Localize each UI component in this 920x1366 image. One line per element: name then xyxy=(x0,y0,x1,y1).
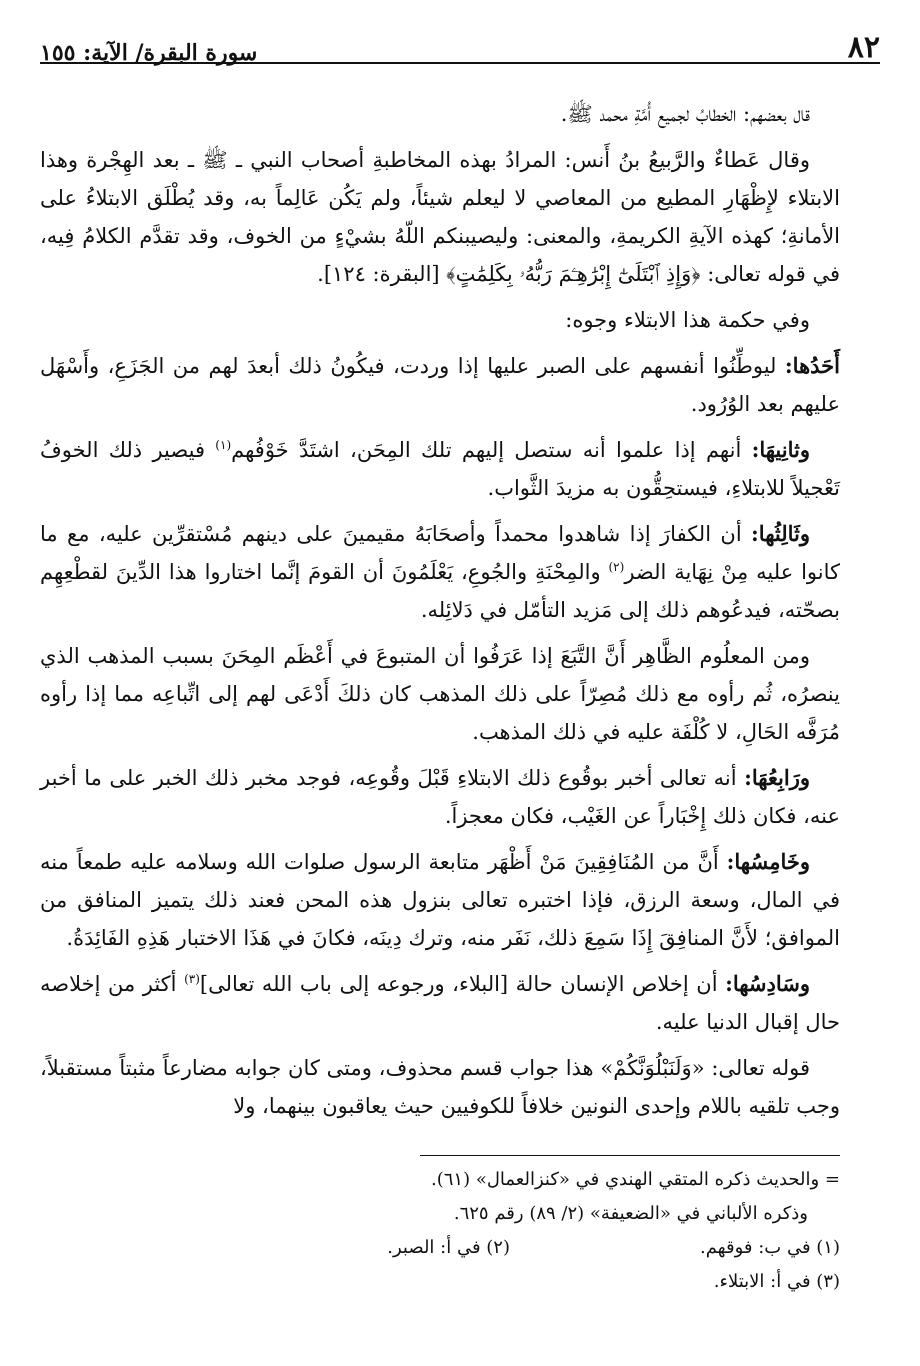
reason-text-6b: أكثر من إخلاصه حال إقبال الدنيا عليه. xyxy=(40,972,840,1034)
reason-heading-4: ورَابِعُهَا: xyxy=(744,765,810,790)
reason-heading-6: وسَادِسُها: xyxy=(725,971,811,996)
paragraph-2: وقال عَطاءٌ والرَّبيعُ بنُ أَنس: المرادُ بهذه المخاطبةِ أصحاب النبي ـ ﷺ ـ بعد الهِجْرة وهذا الابتلاء لإِظْهَارِ المطيع من المعاصي لا ليعلم شيئاً، ولم يَكُن عَالِماً به، وقد يُطْلَق الابتلاءُ على الأمانةِ؛ كهذه الآيةِ الكريمةِ، والمعنى: وليصيبنكم اللّهُ بشيْءٍ من الخوف، وقد تقدَّم الكلامُ فِيه، في قوله تعالى: ﴿وَإِذِ ٱبْتَلَىٰٓ إِبْرَٰهِـۧمَ رَبُّهُۥ بِكَلِمَٰتٍ﴾ [البقرة: ١٢٤]. xyxy=(40,148,840,286)
footnote-row xyxy=(40,1231,840,1265)
reason-text-5: أَنَّ من المُنَافِقِينَ مَنْ أَظْهَر متابعة الرسول صلوات الله وسلامه عليه طمعاً منه في المال، وسعة الرزق، فإذا اختبره تعالى بنزول هذه المحن فعند ذلك يتميز المنافق من الموافق؛ لأَنَّ المنافِقَ إِذَا سَمِعَ ذلك، نَفَر منه، وترك دِينَه، فكانَ في هَذَا الاختبار هَذِهِ الفَائِدَةُ. xyxy=(40,850,840,950)
reason-text-6a: أن إخلاص الإنسان حالة [البلاء، ورجوعه إلى باب الله تعالى] xyxy=(199,972,726,996)
reason-text-4: أنه تعالى أخبر بوقُوع ذلك الابتلاءِ قَبْلَ وقُوعِه، فوجد مخبر ذلك الخبر على ما أخبر عنه، فكان ذلك إِخْبَاراً عن الغَيْب، فكان معجزاً. xyxy=(40,766,840,828)
footnote-ref-3: (٣) xyxy=(184,972,200,986)
reason-heading-3: وثَالِثُها: xyxy=(751,521,810,546)
reason-text-2a: أنهم إذا علموا أنه ستصل إليهم تلك المِحَن، اشتَدَّ خَوْفُهم xyxy=(231,438,752,462)
footnotes xyxy=(40,1163,840,1299)
footnote-ref-2: (٢) xyxy=(608,560,625,574)
paragraph-11: قوله تعالى: «وَلَنَبْلُوَنَّكُمْ» هذا جواب قسم محذوف، ومتى كان جوابه مضارعاً مثبتاً مستقبلاً، وجب تلقيه باللام وإحدى النونين خلافاً للكوفيين حيث يعاقبون بينهما، ولا xyxy=(40,1056,840,1118)
footnote-2: (٢) في أ: الصبر. xyxy=(387,1237,510,1258)
reason-heading-1: أَحَدُها: xyxy=(784,353,840,378)
reason-text-1: ليوطِّنُوا أنفسهم على الصبر عليها إذا وردت، فيكُونُ ذلك أبعدَ لهم من الجَزَعِ، وأَسْهَل عليهم بعد الوُرُود. xyxy=(40,354,840,416)
footnote-ref-1: (١) xyxy=(215,438,232,452)
reason-text-3b: والمِحْنَةِ والجُوعِ، يَعْلَمُونَ أن القومَ إنَّما اختاروا هذا الدِّينَ لقطْعِهِم بصحّته، فيدعُوهم ذلك إلى مَزيد التأمّل في دَلائِله. xyxy=(40,560,840,622)
paragraph-sixth-reason xyxy=(40,965,840,1041)
page-number: ٨٢ xyxy=(847,30,880,65)
footnote-3: (٣) في أ: الابتلاء. xyxy=(713,1271,840,1292)
reason-heading-2: وثانِيهَا: xyxy=(751,437,810,462)
paragraph-7: ومن المعلُوم الظَّاهِر أَنَّ التَّبَعَ إذا عَرَفُوا أن المتبوعَ في أَعْظَم المِحَنَ بسبب المذهب الذي ينصرُه، ثُم رأوه مع ذلك مُصِرّاً على ذلك المذهب كان ذلكَ أَدْعَى لهم إلى اتِّباعِه مما إذا رأوه مُرَفَّه الحَالِ، لا كُلْفَة عليه في ذلك المذهب. xyxy=(40,644,840,744)
footnote-rule xyxy=(420,1155,840,1156)
paragraph-third-reason xyxy=(40,515,840,629)
paragraph-first-reason xyxy=(40,347,840,423)
reason-text-3a: أن الكفارَ إذا شاهدوا محمداً وأصحَابَهُ مقيمينَ على دينهم مُسْتقرِّين عليه، مع ما كانوا عليه مِنْ نِهَاية الضر xyxy=(40,522,840,584)
running-title: سورة البقرة/ الآية: ١٥٥ xyxy=(40,40,258,66)
paragraph-fourth-reason xyxy=(40,759,840,835)
footnote-continuation-2: وذكره الألباني في «الضعيفة» (٢/ ٨٩) رقم ٦٢٥. xyxy=(453,1203,808,1224)
paragraph-fifth-reason xyxy=(40,843,840,957)
reason-heading-5: وخَامِسُها: xyxy=(726,849,810,874)
paragraph-1: قال بعضهم: الخطابُ لجميع أُمَّةِ محمد ﷺ. xyxy=(560,102,810,126)
reason-text-2b: فيصير ذلك الخوفُ تَعْجيلاً للابتلاءِ، فيستحِقُّون به مزيدَ الثَّواب. xyxy=(40,438,840,500)
paragraph-second-reason xyxy=(40,431,840,507)
page-header xyxy=(40,30,880,70)
header-rule xyxy=(40,62,880,64)
paragraph-3: وفي حكمة هذا الابتلاء وجوه: xyxy=(565,308,810,332)
footnote-continuation-1: = والحديث ذكره المتقي الهندي في «كنزالعمال» (٦١). xyxy=(430,1169,840,1190)
main-text xyxy=(40,95,840,1133)
footnote-1: (١) في ب: فوقهم. xyxy=(699,1237,840,1258)
